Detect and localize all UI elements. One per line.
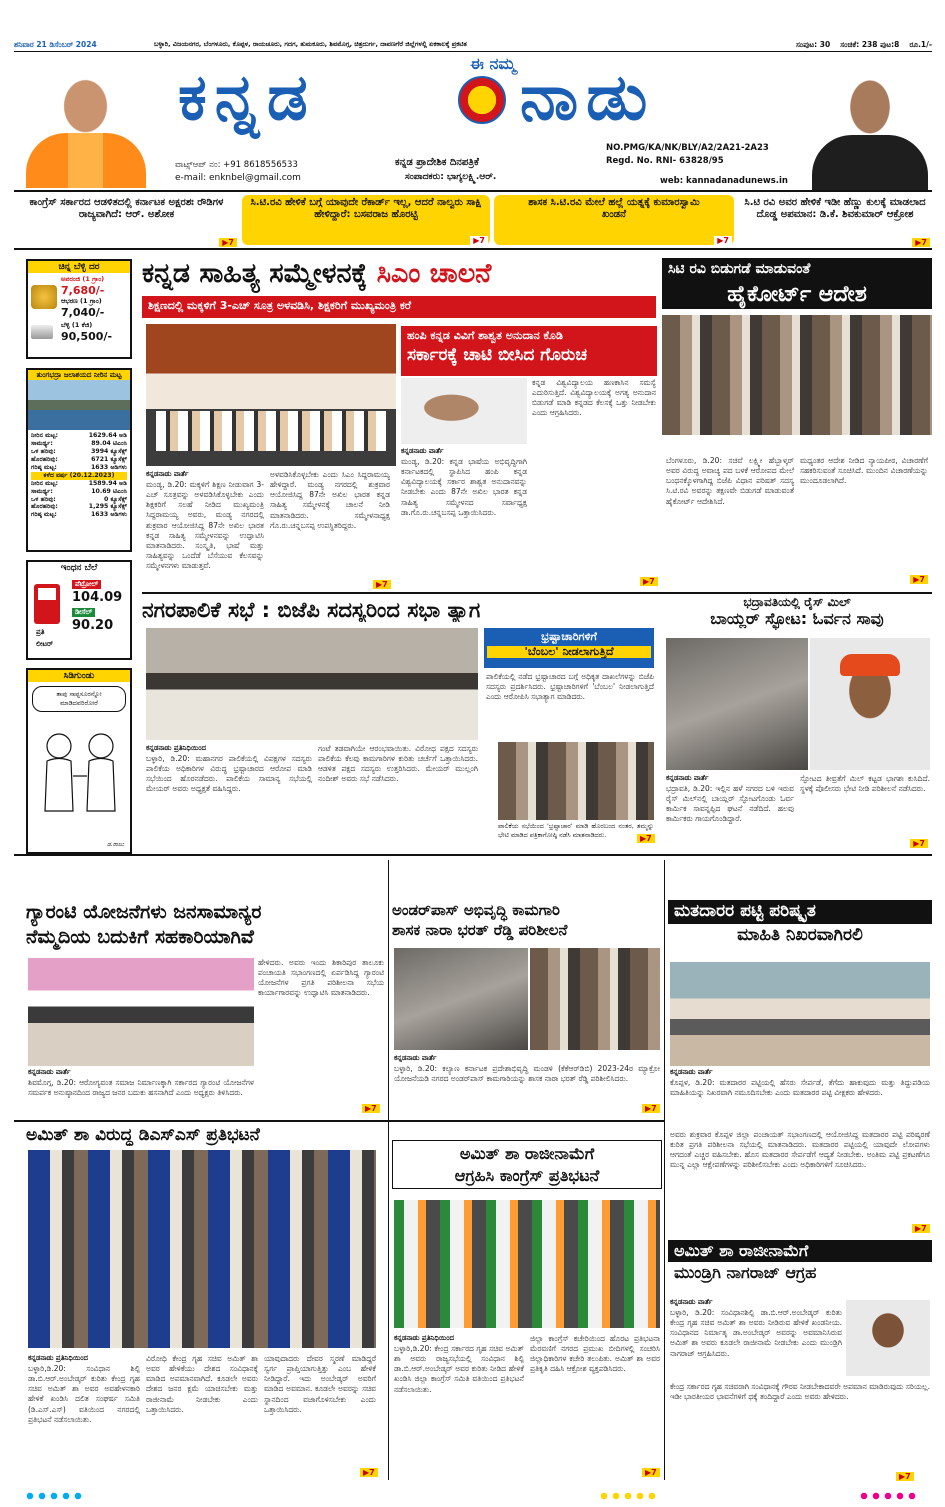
cartoon-line2: ಮಾಡಿದವರಿರೋರೆ	[60, 699, 98, 708]
dam-row	[31, 480, 127, 488]
hampi-body-1: ಮಂಡ್ಯ, ಡಿ.20: ಕನ್ನಡ ಭಾಷೆಯ ಅಭಿವೃದ್ಧಿಗಾಗಿ ಕರ್ನಾಟಕದಲ್ಲಿ ಸ್ಥಾಪಿಸಿದ ಹಂಪಿ ಕನ್ನಡ ವಿಶ್ವವಿದ್ಯಾಲಯಕ್ಕೆ ಸರ್ಕಾರ ಶಾಶ್ವತ ಅನುದಾನವನ್ನು ನೀಡಬೇಕು ಎಂದು 87ನೇ ಅಖಿಲ ಭಾರತ ಕನ್ನಡ ಸಾಹಿತ್ಯ ಸಮ್ಮೇಳನದ ಸರ್ವಾಧ್ಯಕ್ಷ ಡಾ.ಗೊ.ರು.ಚನ್ನಬಸಪ್ಪ ಒತ್ತಾಯಿಸಿದರು.	[401, 457, 527, 517]
lead-body-2: ಅಳವಡಿಸಿಕೊಳ್ಳಬೇಕು ಎಂದು ಸಿಎಂ ಸಿದ್ದರಾಮಯ್ಯ ಹೇಳಿದ್ದಾರೆ. ಮಂಡ್ಯ ನಗರದಲ್ಲಿ ಶುಕ್ರವಾರ ಆಯೋಜಿಸಿದ್ದ 87ನೇ ಅಖಿಲ ಭಾರತ ಕನ್ನಡ ಸಾಹಿತ್ಯ ಸಮ್ಮೇಳನಕ್ಕೆ ಚಾಲನೆ ನೀಡಿ ಮಾತನಾಡಿದರು. ಸಮ್ಮೇಳನಾಧ್ಯಕ್ಷ ಗೊ.ರು.ಚನ್ನಬಸಪ್ಪ ಉಪಸ್ಥಿತರಿದ್ದರು.	[270, 470, 390, 530]
dam-rows	[28, 430, 130, 521]
mill-body-1: ಭದ್ರಾವತಿ, ಡಿ.20: ಇಲ್ಲಿನ ಹಳೆ ನಗರದ ಬಳಿ ಇರುವ ರೈಸ್ ಮಿಲ್‌ನಲ್ಲಿ ಬಾಯ್ಲರ್ ಸ್ಫೋಟಗೊಂಡು ಓರ್ವ ಕಾರ್ಮಿಕ ಸಾವನ್ನಪ್ಪಿದ ಘಟನೆ ನಡೆದಿದೆ. ಹಲವು ಕಾರ್ಮಿಕರು ಗಾಯಗೊಂಡಿದ್ದಾರೆ.	[666, 784, 794, 824]
teaser-1-more[interactable]: ▶7	[219, 238, 237, 247]
teaser-2-more[interactable]: ▶7	[470, 236, 488, 245]
masthead-tagline: ಈ ನಮ್ಮ	[470, 54, 516, 73]
nagaraj-body-1: ಬಳ್ಳಾರಿ, ಡಿ.20: ಸಂವಿಧಾನಶಿಲ್ಪಿ ಡಾ.ಬಿ.ಆರ್.ಅಂಬೇಡ್ಕರ್ ಕುರಿತು ಕೇಂದ್ರ ಗೃಹ ಸಚಿವ ಅಮಿತ್ ಶಾ ಅವರು ನೀಡಿರುವ ಹೇಳಿಕೆ ಖಂಡನೀಯ. ಸಂವಿಧಾನದ ನಿರ್ಮಾತೃ ಡಾ.ಅಂಬೇಡ್ಕರ್ ಅವರನ್ನು ಅವಮಾನಿಸಿರುವ ಅಮಿತ್ ಶಾ ಅವರು ಕೂಡಲೇ ರಾಜೀನಾಮೆ ನೀಡಬೇಕು ಎಂದು ಮುಂಡ್ರಿಗಿ ನಾಗರಾಜ್ ಆಗ್ರಹಿಸಿದರು.	[670, 1308, 842, 1358]
masthead-title-right: ನಾಡು	[520, 60, 656, 135]
hampi-photo	[401, 378, 527, 444]
dam-row-key: ಒಳ ಹರಿವು:	[31, 447, 56, 455]
court-body-1: ಬೆಂಗಳೂರು, ಡಿ.20: ಸಚಿವೆ ಲಕ್ಷ್ಮೀ ಹೆಬ್ಬಾಳ್ಕರ್ ಅವರ ವಿರುದ್ಧ ಅವಾಚ್ಯ ಪದ ಬಳಕೆ ಆರೋಪದ ಮೇಲೆ ಬಂಧನಕ್ಕೊಳಗಾಗಿದ್ದ ಬಿಜೆಪಿ ವಿಧಾನ ಪರಿಷತ್ ಸದಸ್ಯ ಸಿ.ಟಿ.ರವಿ ಅವರನ್ನು ತಕ್ಷಣವೇ ಬಿಡುಗಡೆ ಮಾಡುವಂತೆ ಹೈಕೋರ್ಟ್ ಆದೇಶಿಸಿದೆ.	[666, 456, 794, 506]
teaser-3[interactable]: ಶಾಸಕ ಸಿ.ಟಿ.ರವಿ ಮೇಲೆ ಹಲ್ಲೆ ಯತ್ನಕ್ಕೆ ಕುಮಾರಸ್ವಾಮಿ ಖಂಡನೆ ▶7	[494, 195, 734, 245]
dss-photo	[28, 1150, 376, 1348]
dam-row-key: ನೀರಿನ ಮಟ್ಟ:	[31, 432, 58, 440]
dam-row-key: ಕಳೆದ ವರ್ಷ (20.12.2023)	[43, 471, 115, 479]
court-more[interactable]: ▶7	[910, 575, 928, 584]
dam-row-key: ಗರಿಷ್ಠ ಮಟ್ಟ:	[31, 511, 57, 519]
voters-headline-1: ಮತದಾರರ ಪಟ್ಟಿ ಪರಿಷ್ಕೃತ	[668, 900, 932, 924]
gold-rates-title: ಚಿನ್ನ ಬೆಳ್ಳಿ ದರ	[28, 261, 130, 273]
gold-rates-box	[26, 259, 132, 359]
fuel-per: ಪ್ರತಿ	[36, 628, 45, 636]
congress-more[interactable]: ▶7	[642, 1468, 660, 1477]
council-side-head-2: 'ಬೆಂಬಲ' ನೀಡಲಾಗುತ್ತಿದೆ	[487, 646, 651, 659]
left-portrait	[18, 56, 153, 188]
teaser-2[interactable]: ಸಿ.ಟಿ.ರವಿ ಹೇಳಿಕೆ ಬಗ್ಗೆ ಯಾವುದೇ ರೆಕಾರ್ಡ್ ಇಲ್ಲ, ಆದರೆ ನಾಲ್ವರು ಸಾಕ್ಷಿ ಹೇಳಿದ್ದಾರೆ: ಬಸವರಾಜ ಹೊರಟ್ಟಿ ▶7	[242, 195, 490, 245]
column-rule-2	[664, 860, 665, 1480]
dam-row-value: 6721 ಕ್ಯೂಸೆಕ್ಸ್	[91, 455, 127, 463]
dam-row	[31, 503, 127, 511]
council-more[interactable]: ▶7	[637, 834, 655, 843]
hampi-body-2: ಕನ್ನಡ ವಿಶ್ವವಿದ್ಯಾಲಯ ಹಣಕಾಸಿನ ಸಮಸ್ಯೆ ಎದುರಿಸುತ್ತಿದೆ. ವಿಶ್ವವಿದ್ಯಾಲಯಕ್ಕೆ ಅಗತ್ಯ ಅನುದಾನ ಬಿಡುಗಡೆ ಮಾಡಿ ಕನ್ನಡದ ಕೆಲಸಕ್ಕೆ ಒತ್ತು ನೀಡಬೇಕು ಎಂದು ಆಗ್ರಹಿಸಿದರು.	[532, 378, 656, 418]
volume-number: ಸಂಪುಟ: 30	[795, 39, 831, 49]
right-portrait	[808, 56, 932, 190]
guarantee-dateline: ಕನ್ನಡನಾಡು ವಾರ್ತೆ	[28, 1068, 71, 1076]
council-dateline: ಕನ್ನಡನಾಡು ಪ್ರತಿನಿಧಿಯಿಂದ	[146, 744, 206, 752]
court-photo	[662, 315, 932, 435]
masthead-web: web: kannadanadunews.in	[660, 176, 788, 186]
lead-headline-red: ಸಿಎಂ ಚಾಲನೆ	[376, 258, 492, 289]
voters-headline-2: ಮಾಹಿತಿ ನಿಖರವಾಗಿರಲಿ	[737, 924, 863, 945]
cartoon-title: ಸಿಡಿಗುಂಡು	[28, 670, 130, 682]
council-side-head-1: ಭ್ರಷ್ಟಾಚಾರಿಗಳಿಗೆ	[541, 630, 597, 643]
dam-row-value: 1,295 ಕ್ಯೂಸೆಕ್ಸ್	[88, 503, 127, 511]
teaser-4-more[interactable]: ▶7	[912, 238, 930, 247]
fuel-pump-icon	[34, 584, 60, 624]
voters-more[interactable]: ▶7	[912, 1224, 930, 1233]
dam-row	[31, 456, 127, 464]
masthead-subtitle: ಕನ್ನಡ ಪ್ರಾದೇಶಿಕ ದಿನಪತ್ರಿಕೆ	[395, 157, 479, 168]
dam-row	[31, 496, 127, 504]
guarantee-more[interactable]: ▶7	[362, 1104, 380, 1113]
lead-headline: ಕನ್ನಡ ಸಾಹಿತ್ಯ ಸಮ್ಮೇಳನಕ್ಕೆ ಸಿಎಂ ಚಾಲನೆ	[142, 258, 492, 289]
dss-more[interactable]: ▶7	[360, 1468, 378, 1477]
gold2-value: 7,040/-	[61, 306, 105, 320]
mill-body-2: ಸ್ಫೋಟದ ತೀವ್ರತೆಗೆ ಮಿಲ್ ಕಟ್ಟಡ ಭಾಗಶಃ ಕುಸಿದಿದೆ. ಸ್ಥಳಕ್ಕೆ ಪೊಲೀಸರು ಭೇಟಿ ನೀಡಿ ಪರಿಶೀಲನೆ ನಡೆಸಿದರು.	[800, 774, 930, 794]
council-photo-caption: ಪಾಲಿಕೆಯ ಸಭೆಯಿಂದ 'ಭ್ರಷ್ಟಾಚಾರ' ಮಾಡಿ ಹೊರಬಂದ ನಂತರ, ತಮ್ಮನ್ನು ಭೇಟಿ ಮಾಡಿದ ಪತ್ರಿಕಾಗೋಷ್ಠಿ ನಡೆಸಿ ಮಾತನಾಡಿದರು.	[498, 822, 654, 839]
teaser-3-more[interactable]: ▶7	[714, 236, 732, 245]
lead-more[interactable]: ▶7	[373, 580, 391, 589]
underpass-body-1: ಬಳ್ಳಾರಿ, ಡಿ.20: ಕಲ್ಯಾಣ ಕರ್ನಾಟಕ ಪ್ರದೇಶಾಭಿವೃದ್ಧಿ ಮಂಡಳಿ (ಕೆಕೆಆರ್‌ಡಿಬಿ) 2023-24ರ ಮ್ಯಾಕ್ರೋ ಯೋಜನೆಯಡಿ ನಗರದ ಅಂಡರ್‌ಪಾಸ್ ಕಾಮಗಾರಿಯನ್ನು ಶಾಸಕ ನಾರಾ ಭರತ್ ರೆಡ್ಡಿ ಪರಿಶೀಲಿಸಿದರು.	[394, 1064, 660, 1084]
voters-headline	[668, 900, 932, 947]
voters-dateline: ಕನ್ನಡನಾಡು ವಾರ್ತೆ	[670, 1068, 713, 1076]
guarantee-headline-2: ನೆಮ್ಮದಿಯ ಬದುಕಿಗೆ ಸಹಕಾರಿಯಾಗಿವೆ	[26, 925, 254, 948]
dam-row-value: 0 ಕ್ಯೂಸೆಕ್ಸ್	[104, 495, 127, 503]
court-kicker: ಸಿಟಿ ರವಿ ಬಿಡುಗಡೆ ಮಾಡುವಂತೆ	[662, 258, 932, 280]
divider-3	[14, 1120, 664, 1122]
hampi-more[interactable]: ▶7	[640, 577, 658, 586]
underpass-dateline: ಕನ್ನಡನಾಡು ವಾರ್ತೆ	[394, 1054, 437, 1062]
petrol-value: 104.09	[72, 590, 123, 605]
top-strip	[14, 38, 932, 52]
divider-2	[14, 854, 932, 856]
teaser-4[interactable]: ಸಿ.ಟಿ ರವಿ ಅವರ ಹೇಳಿಕೆ ಇಡೀ ಹೆಣ್ಣು ಕುಲಕ್ಕೆ ಮಾಡಲಾದ ದೊಡ್ಡ ಅಪಮಾನ: ಡಿ.ಕೆ. ಶಿವಕುಮಾರ್ ಆಕ್ರೋಶ ▶7	[738, 195, 932, 245]
dam-row-value: 3994 ಕ್ಯೂಸೆಕ್ಸ್	[91, 447, 127, 455]
dam-box	[26, 368, 132, 552]
gold1-value: 7,680/-	[61, 284, 105, 298]
nagaraj-headline	[668, 1240, 932, 1285]
teaser-bar	[14, 190, 932, 250]
dam-row	[31, 448, 127, 456]
masthead-reg1: NO.PMG/KA/NK/BLY/A2/2A21-2A23	[606, 143, 769, 153]
dam-row-key: ಒಳ ಹರಿವು:	[31, 495, 56, 503]
dam-row-value: 1633 ಅಡಿಗಳು	[90, 463, 127, 471]
council-side-head	[484, 628, 654, 668]
dam-row-key: ಸಾಮರ್ಥ್ಯ:	[31, 487, 53, 495]
cartoon-bubble	[32, 686, 126, 712]
masthead-editor: ಸಂಪಾದಕರು: ಭಾಗ್ಯಲಕ್ಷ್ಮಿ.ಆರ್.	[405, 172, 497, 182]
masthead-phone: ವಾಟ್ಸ್ಆಪ್ ನಂ: +91 8618556533	[175, 160, 298, 170]
nagaraj-headline-2: ಮುಂಡ್ರಿಗಿ ನಾಗರಾಜ್ ಆಗ್ರಹ	[674, 1263, 817, 1283]
congress-body-2: ಜಿಲ್ಲಾ ಕಾಂಗ್ರೆಸ್ ಕಚೇರಿಯಿಂದ ಹೊರಟ ಪ್ರತಿಭಟನಾ ಮೆರವಣಿಗೆ ನಗರದ ಪ್ರಮುಖ ಬೀದಿಗಳಲ್ಲಿ ಸಂಚರಿಸಿ ಜಿಲ್ಲಾಧಿಕಾರಿಗಳ ಕಚೇರಿ ತಲುಪಿತು. ಅಮಿತ್ ಶಾ ಅವರ ಪ್ರತಿಕೃತಿ ದಹಿಸಿ ಆಕ್ರೋಶ ವ್ಯಕ್ತಪಡಿಸಿದರು.	[530, 1334, 660, 1374]
dam-row-value: 10.69 ಟಿಎಂಸಿ	[91, 487, 127, 495]
hampi-headline-1: ಹಂಪಿ ಕನ್ನಡ ವಿವಿಗೆ ಶಾಶ್ವತ ಅನುದಾನ ಕೊಡಿ	[407, 329, 563, 342]
dam-row-value: 89.04 ಟಿಎಂಸಿ	[91, 439, 127, 447]
court-body-2: ಮಧ್ಯಂತರ ಆದೇಶ ನೀಡಿದ ನ್ಯಾಯಪೀಠ, ವಿಚಾರಣೆಗೆ ಸಹಕರಿಸುವಂತೆ ಸೂಚಿಸಿದೆ. ಮುಂದಿನ ವಿಚಾರಣೆಯನ್ನು ಮುಂದೂಡಲಾಗಿದೆ.	[800, 456, 928, 486]
congress-photo	[394, 1200, 660, 1328]
dam-row	[31, 432, 127, 440]
council-side-body: ಪಾಲಿಕೆಯಲ್ಲಿ ನಡೆದ ಭ್ರಷ್ಟಾಚಾರದ ಬಗ್ಗೆ ಅಧಿಕೃತ ದಾಖಲೆಗಳನ್ನು ಬಿಜೆಪಿ ಸದಸ್ಯರು ಪ್ರದರ್ಶಿಸಿದರು. ಭ್ರಷ್ಟಾಚಾರಿಗಳಿಗೆ 'ಬೆಂಬಲ' ನೀಡಲಾಗುತ್ತಿದೆ ಎಂದು ಆರೋಪಿಸಿ ಸಭಾತ್ಯಾಗ ಮಾಡಿದರು.	[486, 672, 654, 702]
mill-kicker: ಭದ್ರಾವತಿಯಲ್ಲಿ ರೈಸ್ ಮಿಲ್	[743, 595, 851, 609]
registration-marks-center	[600, 1492, 660, 1500]
dss-headline: ಅಮಿತ್ ಶಾ ವಿರುದ್ಧ ಡಿಎಸ್‌ಎಸ್ ಪ್ರತಿಭಟನೆ	[26, 1126, 260, 1145]
council-side-photo	[498, 742, 654, 820]
column-rule-1	[388, 860, 389, 1480]
dam-row-key: ಗರಿಷ್ಠ ಮಟ್ಟ:	[31, 463, 57, 471]
dam-row-key: ಹೊರಹರಿವು:	[31, 455, 58, 463]
hampi-headline-box	[401, 326, 657, 376]
diesel-value: 90.20	[72, 618, 114, 633]
hampi-dateline: ಕನ್ನಡನಾಡು ವಾರ್ತೆ	[401, 447, 444, 455]
underpass-photo-1	[394, 948, 528, 1050]
cartoon-signature: ಡ.ರಾಜು	[107, 841, 124, 848]
cartoon-line1: ತಾಪು ಸಾಪ್ಟಸೂರನ್ನೋ	[56, 690, 102, 699]
teaser-1[interactable]: ಕಾಂಗ್ರೆಸ್ ಸರ್ಕಾರದ ಆಡಳಿತದಲ್ಲಿ ಕರ್ನಾಟಕ ಅಕ್ಷರಶಃ ರೌಡಿಗಳ ರಾಜ್ಯವಾಗಿದೆ: ಆರ್. ಅಶೋಕ ▶7	[14, 195, 239, 245]
diesel-label: ಡೀಸೆಲ್	[72, 608, 95, 617]
congress-headline	[392, 1140, 662, 1189]
dam-row-key: ಹೊರಹರಿವು:	[31, 503, 58, 511]
dam-row	[31, 488, 127, 496]
petrol-label: ಪೆಟ್ರೋಲ್	[72, 580, 101, 589]
dam-photo	[28, 380, 130, 430]
congress-headline-2: ಆಗ್ರಹಿಸಿ ಕಾಂಗ್ರೆಸ್ ಪ್ರತಿಭಟನೆ	[454, 1165, 600, 1185]
dss-body-1: ಬಳ್ಳಾರಿ,ಡಿ.20: ಸಂವಿಧಾನ ಶಿಲ್ಪಿ ಡಾ.ಬಿ.ಆರ್.ಅಂಬೇಡ್ಕರ್ ಕುರಿತು ಕೇಂದ್ರ ಗೃಹ ಸಚಿವ ಅಮಿತ್ ಶಾ ಅವರ ಅವಹೇಳನಕಾರಿ ಹೇಳಿಕೆ ಖಂಡಿಸಿ ದಲಿತ ಸಂಘರ್ಷ ಸಮಿತಿ (ಡಿ.ಎಸ್.ಎಸ್) ವತಿಯಿಂದ ನಗರದಲ್ಲಿ ಪ್ರತಿಭಟನೆ ನಡೆಸಲಾಯಿತು.	[28, 1364, 140, 1424]
fuel-title: ಇಂಧನ ಬೆಲೆ	[60, 563, 98, 573]
lead-photo	[146, 324, 396, 466]
underpass-photo-2	[530, 948, 660, 1050]
cartoon-drawing	[29, 716, 129, 826]
gold1-label: ಅಪರಂಜಿ (1 ಗ್ರಾಂ)	[61, 275, 105, 284]
masthead-email: e-mail: enknbel@gmail.com	[175, 173, 301, 183]
council-photo	[146, 628, 478, 740]
congress-headline-1: ಅಮಿತ್ ಶಾ ರಾಜೀನಾಮೆಗೆ	[459, 1144, 595, 1163]
dam-row-value: 1589.94 ಅಡಿ	[88, 479, 127, 487]
cartoon-box	[26, 668, 132, 854]
dam-row-key: ನೀರಿನ ಮಟ್ಟ:	[31, 479, 58, 487]
dss-dateline: ಕನ್ನಡನಾಡು ಪ್ರತಿನಿಧಿಯಿಂದ	[28, 1354, 88, 1362]
masthead-title-left: ಕನ್ನಡ	[178, 60, 316, 135]
hampi-headline-2: ಸರ್ಕಾರಕ್ಕೆ ಚಾಟಿ ಬೀಸಿದ ಗೊರುಚ	[407, 344, 587, 365]
silver-label: ಬೆಳ್ಳಿ (1 ಕೆಜಿ)	[61, 321, 93, 330]
issue-number: ಸಂಚಿಕೆ: 238 ಪುಟ:8	[840, 39, 900, 49]
guarantee-photo	[28, 958, 254, 1066]
mill-headline: ಬಾಯ್ಲರ್ ಸ್ಫೋಟ: ಓರ್ವನ ಸಾವು	[710, 608, 884, 628]
district-list: ಬಳ್ಳಾರಿ, ವಿಜಯನಗರ, ಬೆಂಗಳೂರು, ಕೊಪ್ಪಳ, ರಾಯಚೂರು, ಗದಗ, ತುಮಕೂರು, ಶಿವಮೊಗ್ಗ, ಚಿತ್ರದುರ್ಗ, ದಾವಣಗೆರೆ ಜಿಲ್ಲೆಗಳಲ್ಲಿ ಏಕಕಾಲಕ್ಕೆ ಪ್ರಕಟಿತ	[154, 40, 467, 48]
gold2-label: ಆಭರಣ (1 ಗ್ರಾಂ)	[61, 297, 102, 306]
guarantee-body-2: ಹೇಳಿದರು. ಅವರು ಇಂದು ಶಿಕಾರಿಪುರ ತಾಲೂಕು ಪಂಚಾಯತಿ ಸಭಾಂಗಣದಲ್ಲಿ ಏರ್ಪಡಿಸಿದ್ದ ಗ್ಯಾರಂಟಿ ಯೋಜನೆಗಳ ಪ್ರಗತಿ ಪರಿಶೀಲನಾ ಸಭೆಯ ಕಾರ್ಯಾಗಾರವನ್ನು ಉದ್ಘಾಟಿಸಿ ಮಾತನಾಡಿದರು.	[258, 958, 384, 998]
congress-dateline: ಕನ್ನಡನಾಡು ಪ್ರತಿನಿಧಿಯಿಂದ	[394, 1334, 454, 1342]
congress-body-1: ಬಳ್ಳಾರಿ,ಡಿ.20: ಕೇಂದ್ರ ಸರ್ಕಾರದ ಗೃಹ ಸಚಿವ ಅಮಿತ್ ಶಾ ಅವರು ರಾಜ್ಯಸಭೆಯಲ್ಲಿ ಸಂವಿಧಾನ ಶಿಲ್ಪಿ ಡಾ.ಬಿ.ಆರ್.ಅಂಬೇಡ್ಕರ್ ಅವರ ಕುರಿತು ನೀಡಿದ ಹೇಳಿಕೆ ಖಂಡಿಸಿ ಜಿಲ್ಲಾ ಕಾಂಗ್ರೆಸ್ ಸಮಿತಿ ವತಿಯಿಂದ ಪ್ರತಿಭಟನೆ ನಡೆಸಲಾಯಿತು.	[394, 1344, 524, 1394]
gold-coin-icon	[31, 285, 57, 309]
price: ರೂ.1/-	[909, 39, 932, 49]
mill-photo	[666, 638, 808, 770]
council-body-1: ಬಳ್ಳಾರಿ, ಡಿ.20: ಮಹಾನಗರ ಪಾಲಿಕೆಯಲ್ಲಿ ವಿಪಕ್ಷಗಳ ಸದಸ್ಯರು ಪಾಲಿಕೆಯ ಅಧಿಕಾರಿಗಳ ವಿರುದ್ಧ ಭ್ರಷ್ಟಾಚಾರದ ಆರೋಪ ಮಾಡಿ ಸಭೆಯಿಂದ ಹೊರನಡೆದರು. ಪಾಲಿಕೆಯ ಸಾಮಾನ್ಯ ಸಭೆಯಲ್ಲಿ ಮೇಯರ್ ಅವರು ಅಧ್ಯಕ್ಷತೆ ವಹಿಸಿದ್ದರು.	[146, 754, 312, 794]
masthead-emblem	[458, 76, 506, 124]
dam-row-key: ಸಾಮರ್ಥ್ಯ:	[31, 439, 53, 447]
court-headline: ಹೈಕೋರ್ಟ್ ಆದೇಶ	[662, 280, 932, 309]
fuel-litre: ಲೀಟರ್	[36, 640, 54, 648]
council-headline: ನಗರಪಾಲಿಕೆ ಸಭೆ : ಬಿಜೆಪಿ ಸದಸ್ಯರಿಂದ ಸಭಾ ತ್ಯಾಗ	[142, 598, 481, 622]
fuel-box	[26, 560, 132, 660]
dam-row	[31, 472, 127, 480]
dam-title: ತುಂಗಭದ್ರಾ ಜಲಾಶಯದ ನೀರಿನ ಮಟ್ಟ	[28, 370, 130, 380]
dss-body-2: ವಿರೋಧಿ ಕೇಂದ್ರ ಗೃಹ ಸಚಿವ ಅಮಿತ್ ಶಾ ಅವರ ಹೇಳಿಕೆಯು ದೇಶದ ಸಂವಿಧಾನಕ್ಕೆ ಮಾಡಿದ ಅಪಮಾನವಾಗಿದೆ. ಕೂಡಲೇ ಅವರು ದೇಶದ ಜನರ ಕ್ಷಮೆ ಯಾಚಿಸಬೇಕು ಮತ್ತು ರಾಜೀನಾಮೆ ನೀಡಬೇಕು ಎಂದು ಒತ್ತಾಯಿಸಿದರು.	[146, 1354, 258, 1414]
nagaraj-photo	[846, 1300, 930, 1376]
underpass-headline-2: ಶಾಸಕ ನಾರಾ ಭರತ್ ರೆಡ್ಡಿ ಪರಿಶೀಲನೆ	[392, 921, 568, 940]
council-body-2: ಗಂಟೆ ತಡವಾಗಿಯೇ ಆರಂಭವಾಯಿತು. ವಿರೋಧ ಪಕ್ಷದ ಸದಸ್ಯರು ಪಾಲಿಕೆಯ ಕೆಲವು ಕಾಮಗಾರಿಗಳ ಕುರಿತು ಚರ್ಚೆಗೆ ಒತ್ತಾಯಿಸಿದರು. ಆಡಳಿತ ಪಕ್ಷದ ಸದಸ್ಯರು ಉತ್ತರಿಸಿದರು. ಮೇಯರ್ ಮುಲ್ಲಂಗಿ ನಂದೀಶ್ ಅವರು ಸಭೆ ನಡೆಸಿದರು.	[318, 744, 478, 784]
dam-row	[31, 511, 127, 519]
nagaraj-dateline: ಕನ್ನಡನಾಡು ವಾರ್ತೆ	[670, 1298, 713, 1306]
masthead-reg2: Regd. No. RNI- 63828/95	[606, 156, 724, 166]
nagaraj-headline-1: ಅಮಿತ್ ಶಾ ರಾಜೀನಾಮೆಗೆ	[668, 1240, 932, 1262]
voters-body-1: ಕೊಪ್ಪಳ, ಡಿ.20: ಮತದಾರರ ಪಟ್ಟಿಯಲ್ಲಿ ಹೆಸರು ಸೇರ್ಪಡೆ, ತೆಗೆದು ಹಾಕುವುದು ಮತ್ತು ತಿದ್ದುಪಡಿಯ ಮಾಹಿತಿಯನ್ನು ನಿಖರವಾಗಿ ನಮೂದಿಸಬೇಕು ಎಂದು ಮತದಾರರ ಪಟ್ಟಿ ವೀಕ್ಷಕರು ಹೇಳಿದರು.	[670, 1078, 930, 1098]
underpass-more[interactable]: ▶7	[642, 1104, 660, 1113]
dam-row-value: 1629.64 ಅಡಿ	[88, 432, 127, 440]
guarantee-body-1: ಶಿವಮೊಗ್ಗ, ಡಿ.20: ಆರೋಗ್ಯವಂತ ಸಮಾಜ ನಿರ್ಮಾಣಕ್ಕಾಗಿ ಸರ್ಕಾರದ ಗ್ಯಾರಂಟಿ ಯೋಜನೆಗಳ ಸಮರ್ಪಕ ಅನುಷ್ಠಾನದಿಂದ ರಾಜ್ಯದ ಜನರ ಬದುಕು ಹಸನಾಗಿದೆ ಎಂದು ಅಧ್ಯಕ್ಷರು ತಿಳಿಸಿದರು.	[28, 1078, 254, 1098]
guarantee-headline	[26, 900, 386, 949]
dam-row	[31, 440, 127, 448]
nagaraj-more[interactable]: ▶7	[896, 1472, 914, 1481]
underpass-headline	[392, 900, 662, 941]
mill-box	[662, 594, 932, 850]
lead-subhead: ಶಿಕ್ಷಣದಲ್ಲಿ ಮಕ್ಕಳಿಗೆ 3-ಎಚ್ ಸೂತ್ರ ಅಳವಡಿಸಿ, ಶಿಕ್ಷಕರಿಗೆ ಮುಖ್ಯಮಂತ್ರಿ ಕರೆ	[142, 296, 656, 318]
issue-date: ಶನಿವಾರ 21 ಡಿಸೆಂಬರ್ 2024	[14, 39, 97, 49]
dss-body-3: ಯಾವುದಾದರು ದೇವರ ಸ್ಮರಣೆ ಮಾಡಿದ್ದರೆ ಸ್ವರ್ಗ ಪ್ರಾಪ್ತಿಯಾಗುತ್ತಿತ್ತು ಎಂಬ ಹೇಳಿಕೆ ನೀಡಿದ್ದಾರೆ. ಇದು ಅಂಬೇಡ್ಕರ್ ಅವರಿಗೆ ಮಾಡಿದ ಅವಮಾನ. ಕೂಡಲೇ ಅವರನ್ನು ಸಚಿವ ಸ್ಥಾನದಿಂದ ವಜಾಗೊಳಿಸಬೇಕು ಎಂದು ಒತ್ತಾಯಿಸಿದರು.	[264, 1354, 376, 1414]
silver-value: 90,500/-	[61, 330, 113, 344]
lead-dateline: ಕನ್ನಡನಾಡು ವಾರ್ತೆ	[146, 470, 189, 478]
mill-more[interactable]: ▶7	[910, 839, 928, 848]
registration-marks-left	[26, 1492, 86, 1500]
guarantee-headline-1: ಗ್ಯಾರಂಟಿ ಯೋಜನೆಗಳು ಜನಸಾಮಾನ್ಯರ	[26, 901, 262, 923]
underpass-headline-1: ಅಂಡರ್‌ಪಾಸ್ ಅಭಿವೃದ್ಧಿ ಕಾಮಗಾರಿ	[392, 901, 560, 919]
lead-body-1: ಮಂಡ್ಯ, ಡಿ.20: ಮಕ್ಕಳಿಗೆ ಶಿಕ್ಷಣ ನೀಡುವಾಗ 3-ಎಚ್ ಸೂತ್ರವನ್ನು ಅಳವಡಿಸಿಕೊಳ್ಳಬೇಕು ಎಂದು ಶಿಕ್ಷಕರಿಗೆ ಸಲಹೆ ನೀಡಿದ ಮುಖ್ಯಮಂತ್ರಿ ಸಿದ್ದರಾಮಯ್ಯ ಅವರು, ಮಂಡ್ಯ ನಗರದಲ್ಲಿ ಶುಕ್ರವಾರ ಆಯೋಜಿಸಿದ್ದ 87ನೇ ಅಖಿಲ ಭಾರತ ಕನ್ನಡ ಸಾಹಿತ್ಯ ಸಮ್ಮೇಳನವನ್ನು ಉದ್ಘಾಟಿಸಿ ಮಾತನಾಡಿದರು. ಸಂಸ್ಕೃತಿ, ಭಾಷೆ ಮತ್ತು ಸಾಹಿತ್ಯವನ್ನು ಒಂದೆಡೆ ಬೆಸೆಯುವ ಕೆಲಸವನ್ನು ಸಮ್ಮೇಳನಗಳು ಮಾಡುತ್ತವೆ.	[146, 480, 264, 570]
dam-row-value: 1633 ಅಡಿಗಳು	[90, 511, 127, 519]
mill-dateline: ಕನ್ನಡನಾಡು ವಾರ್ತೆ	[666, 774, 709, 782]
nagaraj-body-2: ಕೇಂದ್ರ ಸರ್ಕಾರದ ಗೃಹ ಸಚಿವರಾಗಿ ಸಂವಿಧಾನಕ್ಕೆ ಗೌರವ ನೀಡಬೇಕಾದವರೇ ಅಪಮಾನ ಮಾಡಿರುವುದು ಸರಿಯಲ್ಲ. ಇಡೀ ಭಾರತೀಯರ ಭಾವನೆಗಳಿಗೆ ಧಕ್ಕೆ ತಂದಿದ್ದಾರೆ ಎಂದು ಅವರು ಹೇಳಿದರು.	[670, 1382, 930, 1402]
voters-body-2: ಅವರು ಶುಕ್ರವಾರ ಕೊಪ್ಪಳ ಜಿಲ್ಲಾ ಪಂಚಾಯತ್ ಸಭಾಂಗಣದಲ್ಲಿ ಆಯೋಜಿಸಿದ್ದ ಮತದಾರರ ಪಟ್ಟಿ ಪರಿಷ್ಕರಣೆ ಕುರಿತ ಪ್ರಗತಿ ಪರಿಶೀಲನಾ ಸಭೆಯಲ್ಲಿ ಮಾತನಾಡಿದರು. ಮತದಾರರ ಪಟ್ಟಿಯಲ್ಲಿ ಯಾವುದೇ ಲೋಪಗಳು ಆಗದಂತೆ ಎಚ್ಚರ ವಹಿಸಬೇಕು. ಹೊಸ ಮತದಾರರ ಸೇರ್ಪಡೆಗೆ ಆದ್ಯತೆ ನೀಡಬೇಕು. ಅಂತಿಮ ಪಟ್ಟಿ ಪ್ರಕಟಣೆಗೂ ಮುನ್ನ ಎಲ್ಲಾ ಆಕ್ಷೇಪಣೆಗಳನ್ನು ಪರಿಶೀಲಿಸಬೇಕು ಎಂದು ಅಧಿಕಾರಿಗಳಿಗೆ ಸೂಚಿಸಿದರು.	[670, 1130, 930, 1170]
dam-row	[31, 464, 127, 472]
registration-marks-right	[860, 1492, 920, 1500]
court-box	[662, 258, 932, 588]
voters-photo	[670, 962, 930, 1066]
silver-bar-icon	[31, 325, 53, 339]
mill-victim-photo	[810, 638, 930, 770]
